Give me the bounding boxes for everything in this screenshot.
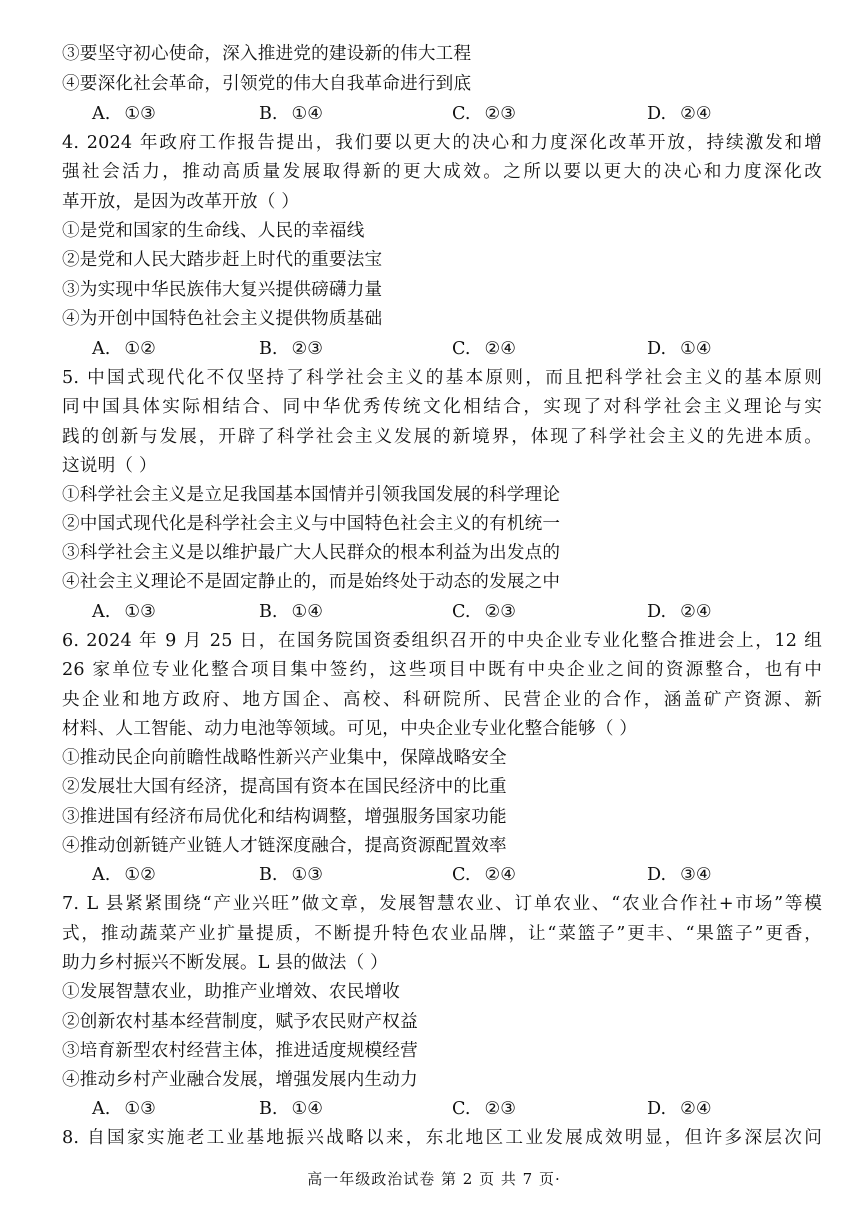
question-7-stem: 7. L 县紧紧围绕“产业兴旺”做文章，发展智慧农业、订单农业、“农业合作社+市场”等模 <box>62 894 822 914</box>
option-a: A. ①② <box>92 865 156 885</box>
option-a: A. ①② <box>92 339 156 359</box>
page-footer: 高一年级政治试卷 第 2 页 共 7 页· <box>307 1170 561 1188</box>
statement-line: ②中国式现代化是科学社会主义与中国特色社会主义的有机统一 <box>62 514 561 534</box>
statement-line: ④社会主义理论不是固定静止的，而是始终处于动态的发展之中 <box>62 572 561 592</box>
option-a: A. ①③ <box>92 104 156 124</box>
question-7-stem: 式，推动蔬菜产业扩量提质，不断提升特色农业品牌，让“菜篮子”更丰、“果篮子”更香， <box>62 924 822 944</box>
statement-line: ③培育新型农村经营主体，推进适度规模经营 <box>62 1041 418 1061</box>
option-d: D. ③④ <box>647 865 712 885</box>
statement-line: ②是党和人民大踏步赶上时代的重要法宝 <box>62 250 383 270</box>
option-d: D. ②④ <box>647 1099 712 1119</box>
option-c: C. ②③ <box>452 602 516 622</box>
question-7-stem: 助力乡村振兴不断发展。L 县的做法（ ） <box>62 953 388 973</box>
option-b: B. ②③ <box>259 339 324 359</box>
options-row <box>92 337 832 361</box>
question-6-stem: 材料、人工智能、动力电池等领域。可见，中央企业专业化整合能够（ ） <box>62 719 638 739</box>
statement-line: ④为开创中国特色社会主义提供物质基础 <box>62 309 383 329</box>
option-c: C. ②④ <box>452 865 516 885</box>
question-6-stem: 央企业和地方政府、地方国企、高校、科研院所、民营企业的合作，涵盖矿产资源、新 <box>62 690 822 710</box>
question-5-stem: 践的创新与发展，开辟了科学社会主义发展的新境界，体现了科学社会主义的先进本质。 <box>62 427 822 447</box>
statement-line: ④推动创新链产业链人才链深度融合，提高资源配置效率 <box>62 836 507 856</box>
statement-line: ③为实现中华民族伟大复兴提供磅礴力量 <box>62 280 383 300</box>
options-row <box>92 1097 832 1121</box>
statement-line: ①科学社会主义是立足我国基本国情并引领我国发展的科学理论 <box>62 485 561 505</box>
option-a: A. ①③ <box>92 602 156 622</box>
statement-line: ①推动民企向前瞻性战略性新兴产业集中，保障战略安全 <box>62 748 507 768</box>
option-d: D. ②④ <box>647 602 712 622</box>
option-d: D. ①④ <box>647 339 712 359</box>
option-b: B. ①④ <box>259 104 324 124</box>
statement-line: ①发展智慧农业，助推产业增效、农民增收 <box>62 982 401 1002</box>
statement-line: ④要深化社会革命，引领党的伟大自我革命进行到底 <box>62 74 472 94</box>
options-row <box>92 102 832 126</box>
question-4-stem: 革开放，是因为改革开放（ ） <box>62 192 300 212</box>
question-6-stem: 6. 2024 年 9 月 25 日，在国务院国资委组织召开的中央企业专业化整合推进会上，12 组 <box>62 631 822 651</box>
option-c: C. ②③ <box>452 1099 516 1119</box>
option-a: A. ①③ <box>92 1099 156 1119</box>
question-5-stem: 5. 中国式现代化不仅坚持了科学社会主义的基本原则，而且把科学社会主义的基本原则 <box>62 368 822 388</box>
option-b: B. ①③ <box>259 865 324 885</box>
statement-line: ①是党和国家的生命线、人民的幸福线 <box>62 221 365 241</box>
options-row <box>92 600 832 624</box>
option-b: B. ①④ <box>259 1099 324 1119</box>
question-6-stem: 26 家单位专业化整合项目集中签约，这些项目中既有中央企业之间的资源整合，也有中 <box>62 660 822 680</box>
statement-line: ②发展壮大国有经济，提高国有资本在国民经济中的比重 <box>62 777 507 797</box>
option-d: D. ②④ <box>647 104 712 124</box>
statement-line: ③科学社会主义是以维护最广大人民群众的根本利益为出发点的 <box>62 543 561 563</box>
statement-line: ③要坚守初心使命，深入推进党的建设新的伟大工程 <box>62 44 472 64</box>
options-row <box>92 863 832 887</box>
option-b: B. ①④ <box>259 602 324 622</box>
question-4-stem: 4. 2024 年政府工作报告提出，我们要以更大的决心和力度深化改革开放，持续激发和增 <box>62 133 822 153</box>
statement-line: ③推进国有经济布局优化和结构调整，增强服务国家功能 <box>62 807 507 827</box>
question-4-stem: 强社会活力，推动高质量发展取得新的更大成效。之所以要以更大的决心和力度深化改 <box>62 162 822 182</box>
question-5-stem: 同中国具体实际相结合、同中华优秀传统文化相结合，实现了对科学社会主义理论与实 <box>62 397 822 417</box>
option-c: C. ②④ <box>452 339 516 359</box>
statement-line: ②创新农村基本经营制度，赋予农民财产权益 <box>62 1012 418 1032</box>
question-8-stem: 8. 自国家实施老工业基地振兴战略以来，东北地区工业发展成效明显，但许多深层次问 <box>62 1128 822 1148</box>
statement-line: ④推动乡村产业融合发展，增强发展内生动力 <box>62 1070 418 1090</box>
option-c: C. ②③ <box>452 104 516 124</box>
question-5-stem: 这说明（ ） <box>62 456 157 476</box>
